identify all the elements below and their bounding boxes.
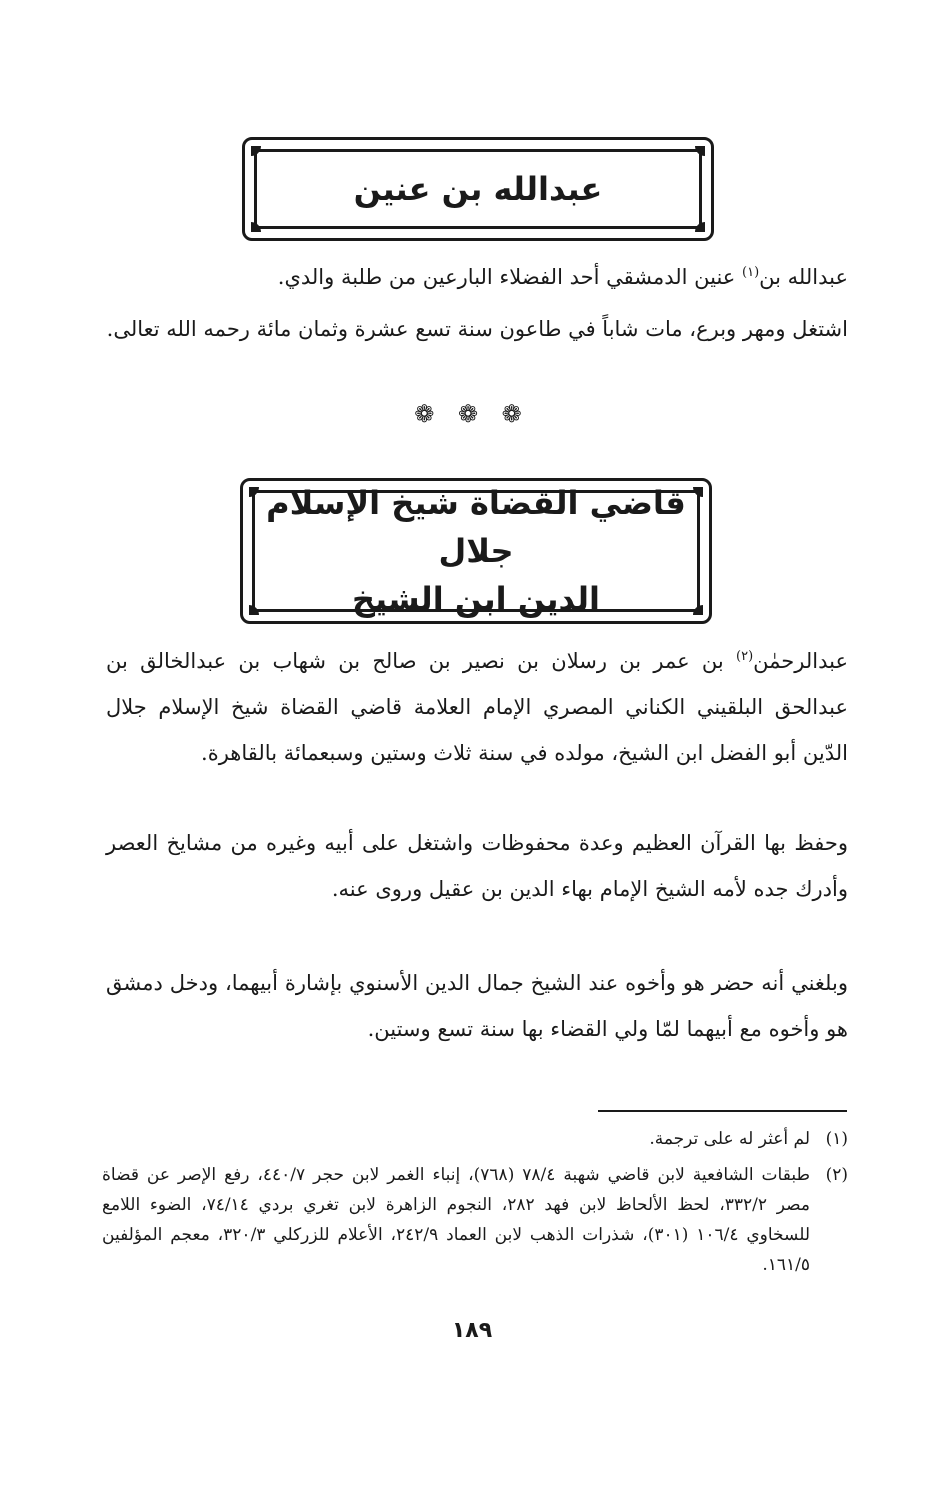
entry-title-2-line-2: الدين ابن الشيخ bbox=[351, 580, 600, 618]
entry-title-1: عبدالله بن عنين bbox=[353, 170, 603, 208]
footnote-1 bbox=[102, 1124, 848, 1154]
title-box-2 bbox=[240, 478, 712, 624]
entry2-paragraph-2: وحفظ بها القرآن العظيم وعدة محفوظات واشتغل على أبيه وغيره من مشايخ العصر وأدرك جده لأمه الشيخ الإمام بهاء الدين بن عقيل وروى عنه. bbox=[106, 831, 848, 901]
corner-ornament bbox=[251, 222, 261, 232]
entry2-text: بن عمر بن رسلان بن نصير بن صالح بن شهاب بن عبدالخالق بن عبدالحق البلقيني الكناني المصري الإمام العلامة قاضي القضاة شيخ الإسلام جلال الدّين أبو الفضل ابن الشيخ، مولده في سنة ثلاث وستين وسبعمائة بالقاهرة. bbox=[106, 649, 848, 765]
title-box-1 bbox=[242, 137, 714, 241]
title-box-1-inner bbox=[254, 149, 702, 229]
entry1-name: عبدالله بن bbox=[759, 265, 848, 289]
corner-ornament bbox=[695, 222, 705, 232]
title-box-2-inner bbox=[252, 484, 700, 618]
footnote-2 bbox=[102, 1160, 848, 1280]
entry-title-2-line-1: قاضي القضاة شيخ الإسلام جلال bbox=[266, 484, 686, 570]
footnote-ref-2: (٢) bbox=[736, 649, 754, 664]
footnote-number: (٢) bbox=[825, 1165, 848, 1185]
entry2-name: عبدالرحمٰن bbox=[753, 649, 848, 673]
page-number: ١٨٩ bbox=[451, 1318, 493, 1343]
footnote-text: طبقات الشافعية لابن قاضي شهبة ٧٨/٤ (٧٦٨)، إنباء الغمر لابن حجر ٤٤٠/٧، رفع الإصر عن قضاة مصر ٣٣٢/٢، لحظ الألحاظ لابن فهد ٢٨٢، النجوم الزاهرة لابن تغري بردي ٧٤/١٤، الضوء اللامع للسخاوي ١٠٦/٤ (٣٠١)، شذرات الذهب لابن العماد ٢٤٢/٩، الأعلام للزركلي ٣٢٠/٣، معجم المؤلفين ١٦١/٥. bbox=[102, 1165, 810, 1275]
footnote-text: لم أعثر له على ترجمة. bbox=[649, 1129, 810, 1149]
section-separator: ❁ ❁ ❁ bbox=[414, 400, 530, 428]
corner-ornament bbox=[251, 146, 261, 156]
entry1-paragraph-1 bbox=[106, 254, 848, 300]
footnote-rule bbox=[598, 1110, 847, 1112]
corner-ornament bbox=[695, 146, 705, 156]
entry1-text: عنين الدمشقي أحد الفضلاء البارعين من طلبة والدي. bbox=[277, 265, 743, 289]
entry1-paragraph-2: اشتغل ومهر وبرع، مات شاباً في طاعون سنة تسع عشرة وثمان مائة رحمه الله تعالى. bbox=[106, 317, 848, 341]
entry2-paragraph-3: وبلغني أنه حضر هو وأخوه عند الشيخ جمال الدين الأسنوي بإشارة أبيهما، ودخل دمشق هو وأخوه مع أبيهما لمّا ولي القضاء بها سنة تسع وستين. bbox=[106, 971, 848, 1041]
footnote-ref-1: (١) bbox=[742, 265, 760, 280]
footnote-number: (١) bbox=[825, 1129, 848, 1149]
entry2-paragraph-1 bbox=[106, 638, 848, 776]
entry-title-2 bbox=[255, 479, 697, 623]
